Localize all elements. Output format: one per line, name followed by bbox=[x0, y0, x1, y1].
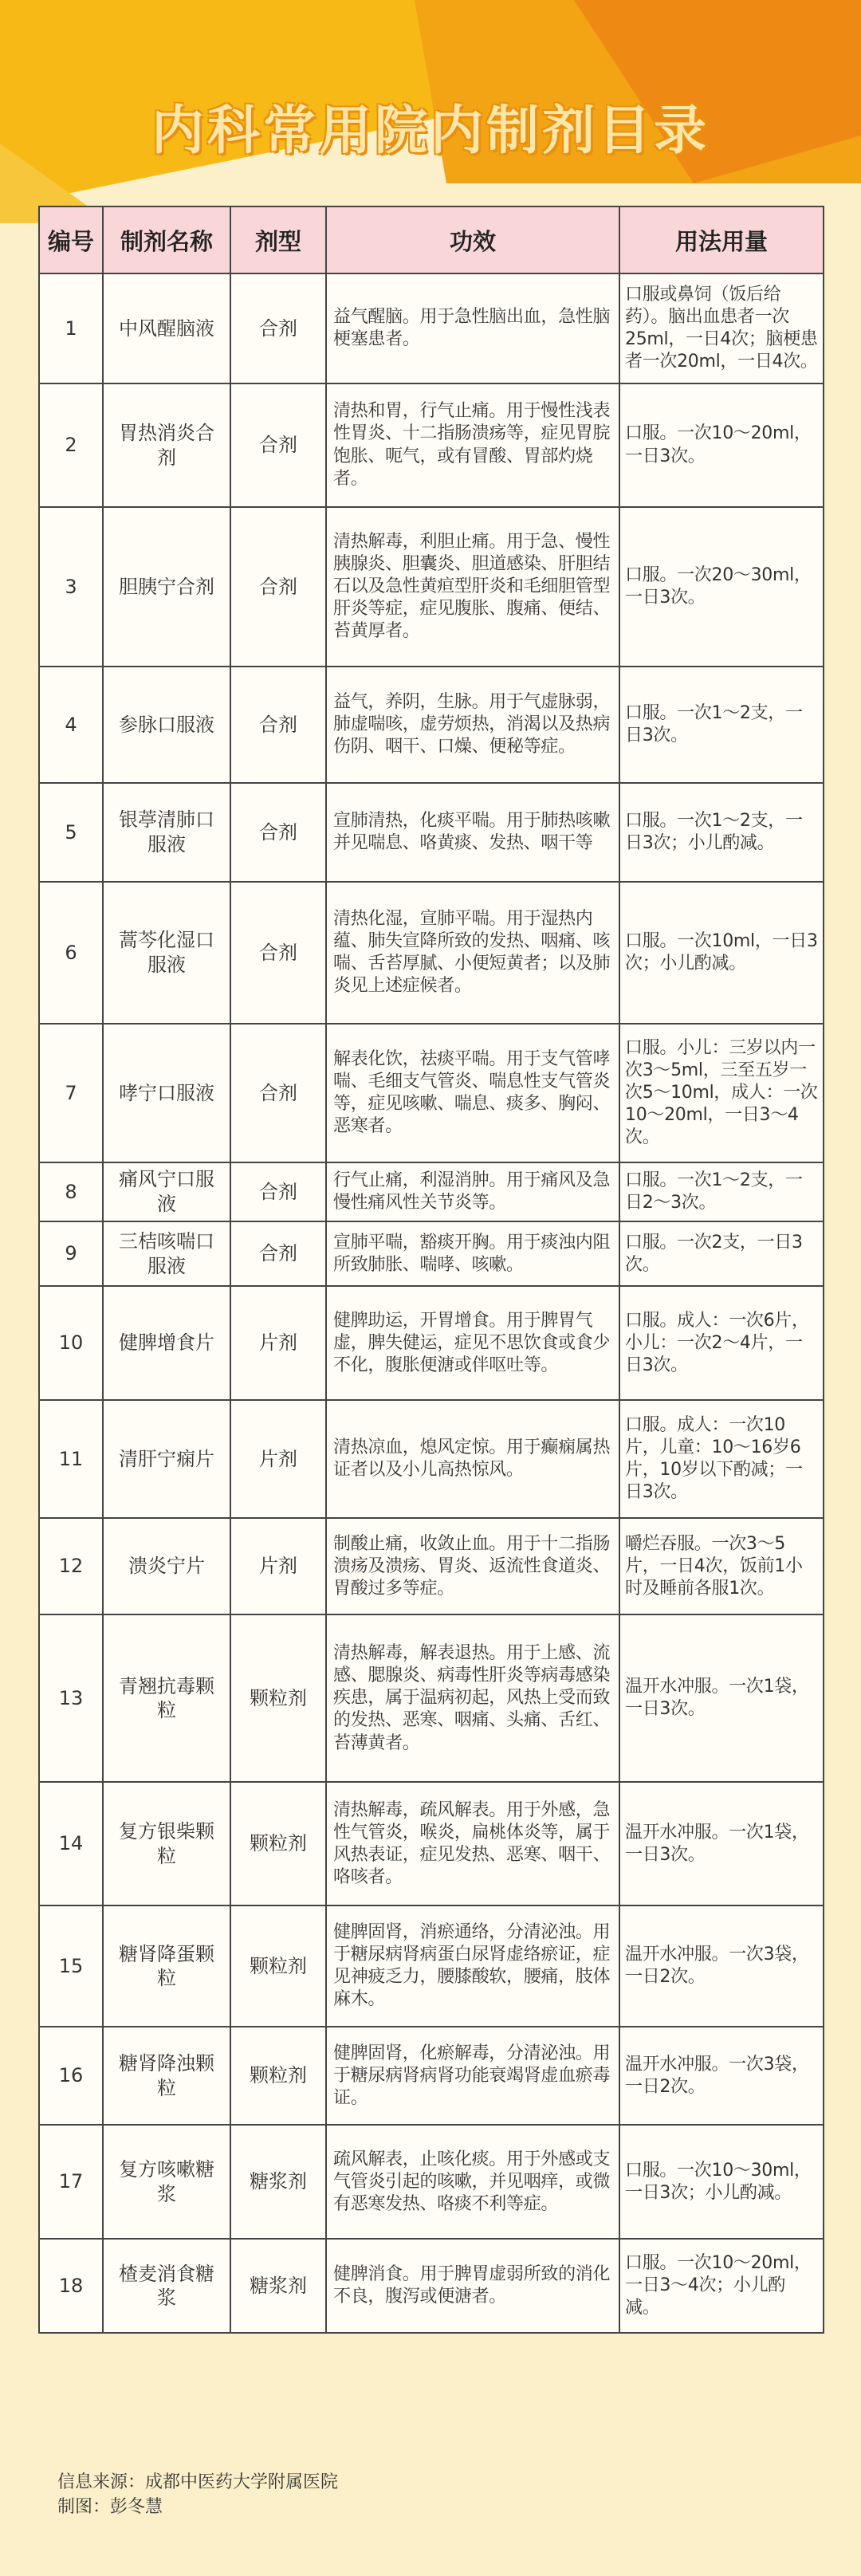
table-row bbox=[39, 1024, 824, 1162]
row-name: 溃炎宁片 bbox=[103, 1518, 230, 1614]
row-name: 三桔咳喘口服液 bbox=[103, 1221, 230, 1286]
row-name: 中风醒脑液 bbox=[103, 273, 230, 383]
row-dosage-form: 合剂 bbox=[230, 1221, 326, 1286]
table-row bbox=[39, 1221, 824, 1286]
header-effect: 功效 bbox=[326, 206, 619, 273]
row-usage: 口服或鼻饲（饭后给药）。脑出血患者一次25ml，一日4次；脑梗患者一次20ml，一日4次。 bbox=[619, 273, 824, 383]
row-dosage-form: 合剂 bbox=[230, 783, 326, 882]
row-name: 清肝宁痫片 bbox=[103, 1400, 230, 1518]
row-name: 参脉口服液 bbox=[103, 667, 230, 783]
row-dosage-form: 颗粒剂 bbox=[230, 1614, 326, 1782]
source-note: 信息来源：成都中医药大学附属医院 bbox=[57, 2472, 339, 2492]
row-name: 银葶清肺口服液 bbox=[103, 783, 230, 882]
row-effect: 健脾消食。用于脾胃虚弱所致的消化不良，腹泻或便溏者。 bbox=[326, 2239, 619, 2333]
row-name: 痛风宁口服液 bbox=[103, 1162, 230, 1221]
table-row bbox=[39, 1518, 824, 1614]
row-number: 11 bbox=[39, 1400, 103, 1518]
row-effect: 行气止痛，利湿消肿。用于痛风及急慢性痛风性关节炎等。 bbox=[326, 1162, 619, 1221]
row-effect: 健脾固肾，化瘀解毒，分清泌浊。用于糖尿病肾病肾功能衰竭肾虚血瘀毒证。 bbox=[326, 2027, 619, 2125]
table-row bbox=[39, 783, 824, 882]
row-usage: 口服。成人：一次10片，儿童：10～16岁6片，10岁以下酌减；一日3次。 bbox=[619, 1400, 824, 1518]
row-usage: 口服。一次20～30ml，一日3次。 bbox=[619, 507, 824, 667]
row-number: 6 bbox=[39, 882, 103, 1024]
row-name: 健脾增食片 bbox=[103, 1286, 230, 1400]
row-dosage-form: 糖浆剂 bbox=[230, 2125, 326, 2239]
row-number: 13 bbox=[39, 1614, 103, 1782]
row-effect: 清热和胃，行气止痛。用于慢性浅表性胃炎、十二指肠溃疡等，症见胃脘饱胀、呃气，或有冒酸、胃部灼烧者。 bbox=[326, 383, 619, 507]
row-number: 15 bbox=[39, 1905, 103, 2027]
row-usage: 口服。一次1～2支，一日2～3次。 bbox=[619, 1162, 824, 1221]
row-name: 糖肾降浊颗粒 bbox=[103, 2027, 230, 2125]
table-header-row bbox=[39, 206, 824, 273]
table-row bbox=[39, 1905, 824, 2027]
table-row bbox=[39, 2027, 824, 2125]
row-number: 3 bbox=[39, 507, 103, 667]
row-dosage-form: 合剂 bbox=[230, 507, 326, 667]
row-dosage-form: 片剂 bbox=[230, 1518, 326, 1614]
row-effect: 疏风解表，止咳化痰。用于外感或支气管炎引起的咳嗽，并见咽痒，或微有恶寒发热、咯痰不利等症。 bbox=[326, 2125, 619, 2239]
row-usage: 口服。一次1～2支，一日3次。 bbox=[619, 667, 824, 783]
row-usage: 口服。一次10ml，一日3次；小儿酌减。 bbox=[619, 882, 824, 1024]
row-effect: 健脾固肾，消瘀通络，分清泌浊。用于糖尿病肾病蛋白尿肾虚络瘀证，症见神疲乏力，腰膝酸软，腰痛，肢体麻木。 bbox=[326, 1905, 619, 2027]
row-usage: 口服。一次10～30ml，一日3次；小儿酌减。 bbox=[619, 2125, 824, 2239]
row-number: 12 bbox=[39, 1518, 103, 1614]
row-usage: 口服。一次2支，一日3次。 bbox=[619, 1221, 824, 1286]
row-effect: 益气醒脑。用于急性脑出血，急性脑梗塞患者。 bbox=[326, 273, 619, 383]
row-number: 9 bbox=[39, 1221, 103, 1286]
row-dosage-form: 合剂 bbox=[230, 273, 326, 383]
row-effect: 健脾助运，开胃增食。用于脾胃气虚，脾失健运，症见不思饮食或食少不化，腹胀便溏或伴呕吐等。 bbox=[326, 1286, 619, 1400]
table-row bbox=[39, 273, 824, 383]
row-effect: 清热解毒，利胆止痛。用于急、慢性胰腺炎、胆囊炎、胆道感染、肝胆结石以及急性黄疸型肝炎和毛细胆管型肝炎等症，症见腹胀、腹痛、便结、苔黄厚者。 bbox=[326, 507, 619, 667]
row-number: 2 bbox=[39, 383, 103, 507]
row-usage: 口服。小儿：三岁以内一次3～5ml，三至五岁一次5～10ml，成人：一次10～20ml，一日3～4次。 bbox=[619, 1024, 824, 1162]
row-dosage-form: 合剂 bbox=[230, 667, 326, 783]
row-name: 复方咳嗽糖浆 bbox=[103, 2125, 230, 2239]
header-usage: 用法用量 bbox=[619, 206, 824, 273]
author-note: 制图：彭冬慧 bbox=[57, 2497, 163, 2517]
row-usage: 口服。一次10～20ml，一日3次。 bbox=[619, 383, 824, 507]
row-dosage-form: 颗粒剂 bbox=[230, 1905, 326, 2027]
table-row bbox=[39, 1286, 824, 1400]
table-row bbox=[39, 667, 824, 783]
table-row bbox=[39, 383, 824, 507]
row-name: 哮宁口服液 bbox=[103, 1024, 230, 1162]
row-effect: 清热化湿，宣肺平喘。用于湿热内蕴、肺失宣降所致的发热、咽痛、咳喘、舌苔厚腻、小便短黄者；以及肺炎见上述症候者。 bbox=[326, 882, 619, 1024]
page-title: 内科常用院内制剂目录 bbox=[151, 100, 710, 161]
row-usage: 嚼烂吞服。一次3～5片，一日4次，饭前1小时及睡前各服1次。 bbox=[619, 1518, 824, 1614]
row-dosage-form: 片剂 bbox=[230, 1400, 326, 1518]
row-number: 18 bbox=[39, 2239, 103, 2333]
row-dosage-form: 糖浆剂 bbox=[230, 2239, 326, 2333]
row-number: 7 bbox=[39, 1024, 103, 1162]
row-effect: 解表化饮，祛痰平喘。用于支气管哮喘、毛细支气管炎、喘息性支气管炎等，症见咳嗽、喘息、痰多、胸闷、恶寒者。 bbox=[326, 1024, 619, 1162]
row-dosage-form: 颗粒剂 bbox=[230, 2027, 326, 2125]
row-usage: 温开水冲服。一次1袋，一日3次。 bbox=[619, 1782, 824, 1905]
row-dosage-form: 合剂 bbox=[230, 383, 326, 507]
table-row bbox=[39, 2239, 824, 2333]
row-name: 楂麦消食糖浆 bbox=[103, 2239, 230, 2333]
row-number: 8 bbox=[39, 1162, 103, 1221]
row-usage: 口服。一次10～20ml，一日3～4次；小儿酌减。 bbox=[619, 2239, 824, 2333]
table-row bbox=[39, 1400, 824, 1518]
formulary-table bbox=[38, 206, 824, 2334]
row-number: 14 bbox=[39, 1782, 103, 1905]
table-row bbox=[39, 1782, 824, 1905]
row-number: 17 bbox=[39, 2125, 103, 2239]
row-number: 16 bbox=[39, 2027, 103, 2125]
row-effect: 清热解毒，解表退热。用于上感、流感、腮腺炎、病毒性肝炎等病毒感染疾患，属于温病初起，风热上受而致的发热、恶寒、咽痛、头痛、舌红、苔薄黄者。 bbox=[326, 1614, 619, 1782]
row-effect: 宣肺清热，化痰平喘。用于肺热咳嗽并见喘息、咯黄痰、发热、咽干等 bbox=[326, 783, 619, 882]
row-usage: 温开水冲服。一次3袋，一日2次。 bbox=[619, 1905, 824, 2027]
row-name: 蒿芩化湿口服液 bbox=[103, 882, 230, 1024]
row-name: 胆胰宁合剂 bbox=[103, 507, 230, 667]
table-row bbox=[39, 1614, 824, 1782]
row-name: 胃热消炎合剂 bbox=[103, 383, 230, 507]
row-usage: 温开水冲服。一次1袋，一日3次。 bbox=[619, 1614, 824, 1782]
row-effect: 制酸止痛，收敛止血。用于十二指肠溃疡及溃疡、胃炎、返流性食道炎、胃酸过多等症。 bbox=[326, 1518, 619, 1614]
header-number: 编号 bbox=[39, 206, 103, 273]
row-effect: 宣肺平喘，豁痰开胸。用于痰浊内阻所致肺胀、喘哮、咳嗽。 bbox=[326, 1221, 619, 1286]
table-row bbox=[39, 882, 824, 1024]
header-dosage-form: 剂型 bbox=[230, 206, 326, 273]
row-usage: 口服。成人：一次6片，小儿：一次2～4片，一日3次。 bbox=[619, 1286, 824, 1400]
row-usage: 温开水冲服。一次3袋，一日2次。 bbox=[619, 2027, 824, 2125]
row-usage: 口服。一次1～2支，一日3次；小儿酌减。 bbox=[619, 783, 824, 882]
row-name: 复方银柴颗粒 bbox=[103, 1782, 230, 1905]
row-dosage-form: 合剂 bbox=[230, 1024, 326, 1162]
row-number: 1 bbox=[39, 273, 103, 383]
row-name: 青翘抗毒颗粒 bbox=[103, 1614, 230, 1782]
table-row bbox=[39, 2125, 824, 2239]
row-number: 5 bbox=[39, 783, 103, 882]
row-effect: 清热凉血，熄风定惊。用于癫痫属热证者以及小儿高热惊风。 bbox=[326, 1400, 619, 1518]
footer bbox=[57, 2470, 338, 2519]
row-dosage-form: 合剂 bbox=[230, 882, 326, 1024]
row-dosage-form: 合剂 bbox=[230, 1162, 326, 1221]
table-row bbox=[39, 507, 824, 667]
row-name: 糖肾降蛋颗粒 bbox=[103, 1905, 230, 2027]
row-dosage-form: 颗粒剂 bbox=[230, 1782, 326, 1905]
row-number: 10 bbox=[39, 1286, 103, 1400]
row-effect: 益气，养阴，生脉。用于气虚脉弱，肺虚喘咳，虚劳烦热，消渴以及热病伤阴、咽干、口燥、便秘等症。 bbox=[326, 667, 619, 783]
header-name: 制剂名称 bbox=[103, 206, 230, 273]
row-effect: 清热解毒，疏风解表。用于外感，急性气管炎，喉炎，扁桃体炎等，属于风热表证，症见发热、恶寒、咽干、咯咳者。 bbox=[326, 1782, 619, 1905]
row-dosage-form: 片剂 bbox=[230, 1286, 326, 1400]
table-row bbox=[39, 1162, 824, 1221]
row-number: 4 bbox=[39, 667, 103, 783]
